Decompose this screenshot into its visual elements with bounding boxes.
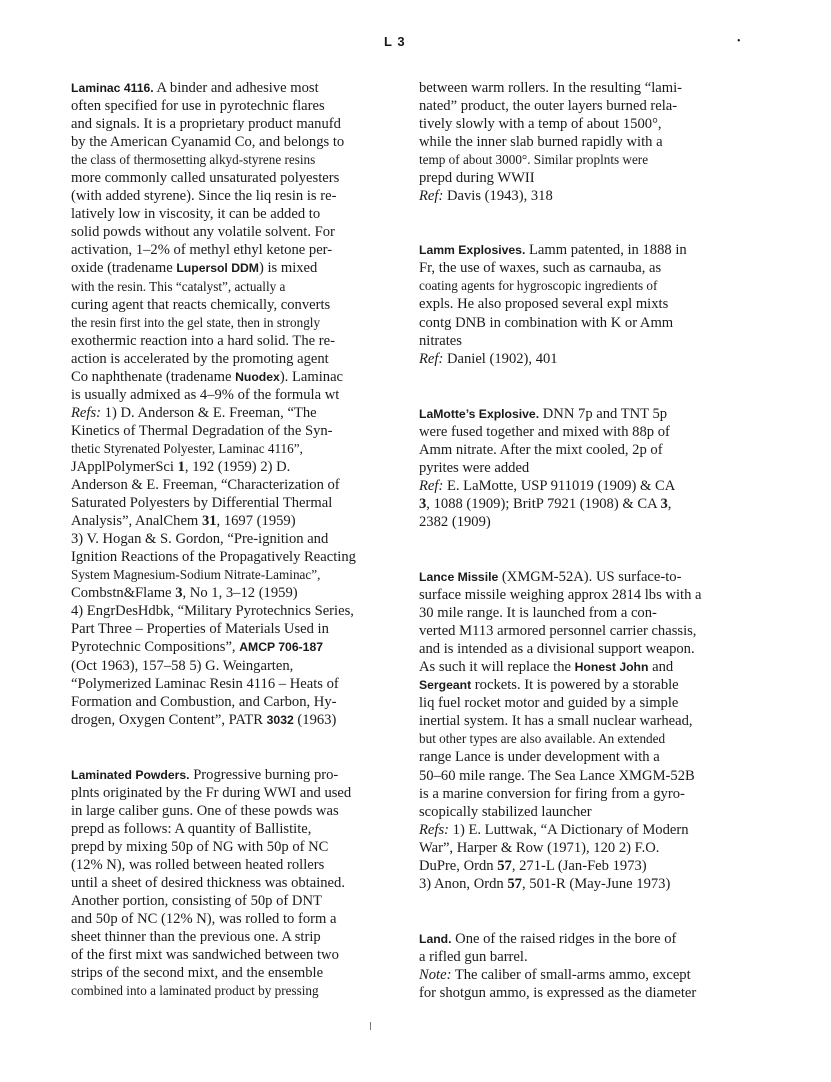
volume-number: 31 — [201, 513, 217, 530]
text-span: Lamm patented, in 1888 in — [529, 242, 687, 259]
text-line: until a sheet of desired thickness was obtained. — [71, 874, 345, 891]
text-line: 3) V. Hogan & S. Gordon, “Pre-ignition and — [71, 531, 329, 548]
entry-laminac-4116 — [71, 79, 371, 729]
text-line: the resin first into the gel state, then in strongly — [71, 314, 321, 330]
text-line: nated” product, the outer layers burned rela- — [419, 98, 678, 115]
text-line: Amm nitrate. After the mixt cooled, 2p of — [419, 441, 663, 458]
document-code: AMCP 706-187 — [239, 640, 324, 655]
text-line: action is accelerated by the promoting agent — [71, 350, 329, 367]
text-line: often specified for use in pyrotechnic flares — [71, 98, 325, 115]
text-span: 1) D. Anderson & E. Freeman, “The — [101, 404, 317, 421]
text-line: (12% N), was rolled between heated rollers — [71, 856, 325, 873]
tradename-nuodex: Nuodex — [235, 369, 280, 384]
refs-label: Refs: — [419, 821, 449, 838]
text-line: pyrites were added — [419, 459, 530, 476]
text-line: strips of the second mixt, and the ensemble — [71, 965, 324, 982]
text-span: 1) E. Luttwak, “A Dictionary of Modern — [449, 821, 689, 838]
text-line: (Oct 1963), 157–58 5) G. Weingarten, — [71, 657, 294, 674]
text-line: Saturated Polyesters by Differential Thermal — [71, 495, 333, 512]
text-line: nitrates — [419, 332, 462, 349]
text-line: and signals. It is a proprietary product manufd — [71, 116, 341, 133]
text-span: Co naphthenate (tradename — [71, 368, 236, 385]
text-line: contg DNB in combination with K or Amm — [419, 314, 674, 331]
entry-laminated-powders — [71, 766, 371, 1001]
text-line: Part Three – Properties of Materials Used in — [71, 621, 329, 638]
text-line: 2382 (1909) — [419, 513, 491, 530]
text-span: ) is mixed — [258, 260, 318, 277]
entry-term: LaMotte’s Explosive. — [419, 406, 540, 421]
ref-label: Ref: — [419, 350, 444, 367]
text-line: in large caliber guns. One of these powds was — [71, 802, 339, 819]
text-line: 4) EngrDesHdbk, “Military Pyrotechnics Series, — [71, 603, 354, 620]
text-line: (with added styrene). Since the liq resin is re- — [71, 188, 337, 205]
entry-term: Lance Missile — [419, 569, 499, 584]
text-line: exothermic reaction into a hard solid. The re- — [71, 332, 335, 349]
margin-mark: • — [737, 36, 741, 47]
text-span: oxide (tradename — [71, 260, 177, 277]
tradename-lupersol: Lupersol DDM — [176, 261, 259, 276]
text-span: (XMGM-52A). US surface-to- — [498, 568, 682, 585]
text-line: tively slowly with a temp of about 1500°, — [419, 116, 662, 133]
text-line: is a marine conversion for firing from a gyro- — [419, 785, 685, 802]
entry-land — [419, 930, 715, 1002]
text-span: 3) Anon, Ordn — [419, 875, 508, 892]
text-span: , — [667, 495, 672, 512]
text-line: the class of thermosetting alkyd-styrene resins — [71, 152, 316, 168]
text-span: drogen, Oxygen Content”, PATR — [71, 711, 267, 728]
text-span: One of the raised ridges in the bore of — [451, 930, 677, 947]
text-line: for shotgun ammo, is expressed as the diameter — [419, 984, 697, 1001]
text-span: , 501-R (May-June 1973) — [521, 875, 671, 892]
right-column — [419, 79, 715, 1038]
entry-lance-missile — [419, 568, 715, 893]
text-line: latively low in viscosity, it can be added to — [71, 206, 321, 223]
text-line: but other types are also available. An extended — [419, 731, 666, 747]
text-line: War”, Harper & Row (1971), 120 2) F.O. — [419, 839, 660, 856]
text-line: more commonly called unsaturated polyesters — [71, 170, 340, 187]
entry-laminated-powders-continued — [419, 79, 715, 205]
text-line: thetic Styrenated Polyester, Laminac 4116”, — [71, 440, 303, 456]
text-line: scopically stabilized launcher — [419, 803, 592, 820]
text-span: E. LaMotte, USP 911019 (1909) & CA — [443, 477, 676, 494]
text-span: (1963) — [293, 711, 337, 728]
volume-number: 1 — [177, 458, 185, 475]
left-column — [71, 79, 371, 1036]
text-line: verted M113 armored personnel carrier chassis, — [419, 623, 697, 640]
text-line: and is intended as a divisional support weapon. — [419, 641, 695, 658]
text-line: Anderson & E. Freeman, “Characterization of — [71, 477, 340, 494]
text-line: inertial system. It has a small nuclear warhead, — [419, 713, 693, 730]
text-line: solid powds without any volatile solvent. For — [71, 224, 335, 241]
entry-term: Laminated Powders. — [71, 767, 190, 782]
text-span: Progressive burning pro- — [193, 766, 339, 783]
text-span: JApplPolymerSci — [71, 458, 178, 475]
text-line: Fr, the use of waxes, such as carnauba, as — [419, 260, 662, 277]
text-line: by the American Cyanamid Co, and belongs to — [71, 134, 345, 151]
rocket-honest-john: Honest John — [574, 660, 649, 675]
volume-number: 57 — [507, 875, 522, 892]
text-line: temp of about 3000°. Similar proplnts were — [419, 152, 649, 168]
text-line: combined into a laminated product by pressing — [71, 983, 319, 999]
text-line: a rifled gun barrel. — [419, 948, 528, 965]
text-span: The caliber of small-arms ammo, except — [451, 966, 691, 983]
text-line: prepd as follows: A quantity of Ballistite, — [71, 820, 312, 837]
volume-number: 3 — [660, 495, 668, 512]
text-span: ). Laminac — [279, 368, 344, 385]
text-line: 50–60 mile range. The Sea Lance XMGM-52B — [419, 767, 695, 784]
text-line: between warm rollers. In the resulting “lami- — [419, 80, 683, 96]
text-line: with the resin. This “catalyst”, actually a — [71, 278, 286, 294]
text-span: , 1697 (1959) — [216, 513, 296, 530]
text-line: sheet thinner than the previous one. A strip — [71, 929, 321, 946]
text-line: 30 mile range. It is launched from a con- — [419, 605, 657, 622]
text-line: Ignition Reactions of the Propagatively Reacting — [71, 549, 356, 566]
text-span: Davis (1943), 318 — [443, 188, 553, 205]
entry-term: Land. — [419, 931, 452, 946]
entry-lamm-explosives — [419, 241, 715, 367]
rocket-sergeant: Sergeant — [419, 678, 472, 693]
entry-lamottes-explosive — [419, 405, 715, 531]
text-line: curing agent that reacts chemically, converts — [71, 296, 331, 313]
ref-label: Ref: — [419, 477, 444, 494]
note-label: Note: — [419, 966, 452, 983]
text-line: Kinetics of Thermal Degradation of the Syn- — [71, 422, 333, 439]
text-line: A binder and adhesive most — [156, 80, 319, 96]
text-line: “Polymerized Laminac Resin 4116 – Heats of — [71, 675, 339, 692]
text-line: were fused together and mixed with 88p of — [419, 423, 670, 440]
text-span: DNN 7p and TNT 5p — [542, 405, 668, 422]
text-span: , No 1, 3–12 (1959) — [182, 585, 298, 602]
page-number: L 3 — [384, 34, 406, 49]
text-span: , 1088 (1909); BritP 7921 (1908) & CA — [426, 495, 661, 512]
text-span: DuPre, Ordn — [419, 857, 498, 874]
text-span: Daniel (1902), 401 — [443, 350, 558, 367]
volume-number: 3 — [175, 585, 183, 602]
text-line: coating agents for hygroscopic ingredients of — [419, 278, 658, 294]
text-line: prepd by mixing 50p of NG with 50p of NC — [71, 838, 329, 855]
text-span: Combstn&Flame — [71, 585, 176, 602]
text-line: System Magnesium-Sodium Nitrate-Laminac”, — [71, 567, 321, 583]
text-span: Analysis”, AnalChem — [71, 513, 202, 530]
text-span: As such it will replace the — [419, 659, 575, 676]
text-line: liq fuel rocket motor and guided by a simple — [419, 695, 679, 712]
entry-term: Laminac 4116. — [71, 81, 154, 95]
text-line: expls. He also proposed several expl mixts — [419, 296, 669, 313]
text-line: and 50p of NC (12% N), was rolled to form a — [71, 911, 337, 928]
text-line: surface missile weighing approx 2814 lbs with a — [419, 587, 702, 604]
text-line: of the first mixt was sandwiched between two — [71, 947, 339, 964]
volume-number: 57 — [497, 857, 512, 874]
text-line: Another portion, consisting of 50p of DNT — [71, 893, 322, 910]
text-span: rockets. It is powered by a storable — [471, 677, 679, 694]
text-line: activation, 1–2% of methyl ethyl ketone per- — [71, 242, 333, 259]
scan-artifact — [370, 1022, 371, 1030]
text-span: , 271-L (Jan-Feb 1973) — [511, 857, 647, 874]
ref-label: Ref: — [419, 188, 444, 205]
text-line: range Lance is under development with a — [419, 749, 660, 766]
entry-term: Lamm Explosives. — [419, 243, 526, 258]
text-span: Pyrotechnic Compositions”, — [71, 639, 240, 656]
volume-number: 3 — [419, 495, 427, 512]
text-line: Formation and Combustion, and Carbon, Hy- — [71, 693, 337, 710]
text-span: and — [648, 659, 674, 676]
text-line: prepd during WWII — [419, 170, 535, 187]
text-line: is usually admixed as 4–9% of the formula wt — [71, 386, 340, 403]
text-span: , 192 (1959) 2) D. — [184, 458, 291, 475]
report-number: 3032 — [266, 712, 294, 727]
text-line: while the inner slab burned rapidly with a — [419, 134, 663, 151]
text-line: plnts originated by the Fr during WWI and used — [71, 784, 352, 801]
refs-label: Refs: — [71, 404, 101, 421]
